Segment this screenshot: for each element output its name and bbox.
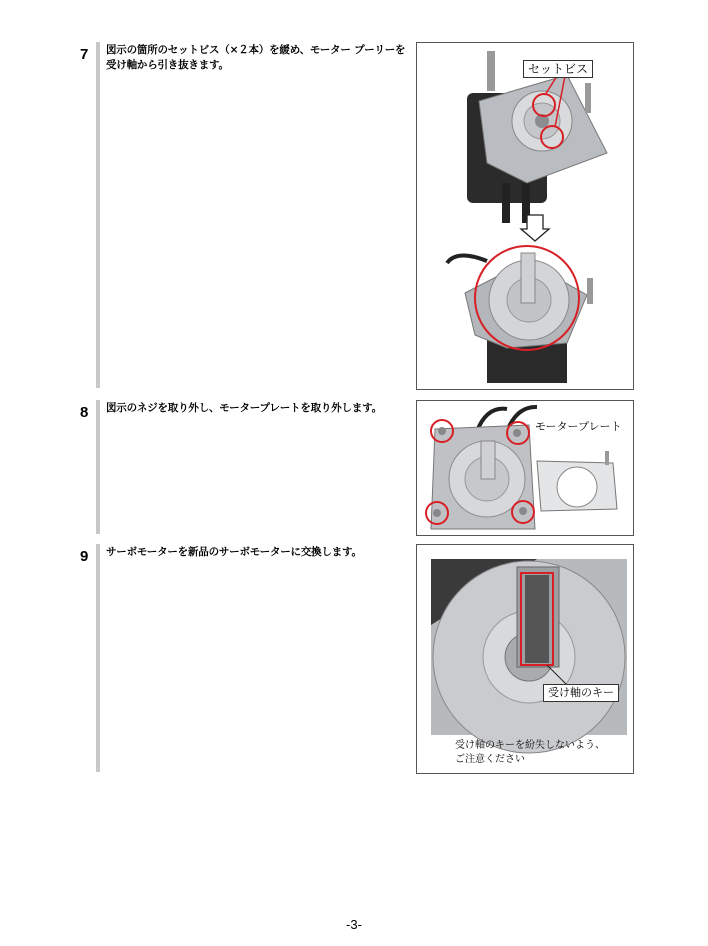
motor-plate-label: モータープレート <box>535 420 622 433</box>
step-7-text: 図示の箇所のセットビス（×２本）を緩め、モーター プーリーを受け軸から引き抜きます。 <box>106 44 406 71</box>
bearing-key-label: 受け軸のキー <box>543 684 619 702</box>
page-number: -3- <box>346 917 362 932</box>
step-7-bar <box>96 42 100 388</box>
caution-note-line-2: ご注意ください <box>455 754 525 765</box>
step-9-text: サーボモーターを新品のサーボモーターに交換します。 <box>106 546 362 558</box>
step-9-number: 9 <box>80 548 89 565</box>
step-8-number: 8 <box>80 404 89 421</box>
step-7-figure <box>416 42 634 390</box>
set-screw-label: セットビス <box>523 60 593 78</box>
step-8-text: 図示のネジを取り外し、モータープレートを取り外します。 <box>106 402 382 414</box>
step-8-figure <box>416 400 634 536</box>
step-7-number: 7 <box>80 46 89 63</box>
step-9-figure <box>416 544 634 774</box>
caution-note-line-1: 受け軸のキーを紛失しないよう、 <box>455 740 605 751</box>
step-9-bar <box>96 544 100 772</box>
step-8-bar <box>96 400 100 534</box>
